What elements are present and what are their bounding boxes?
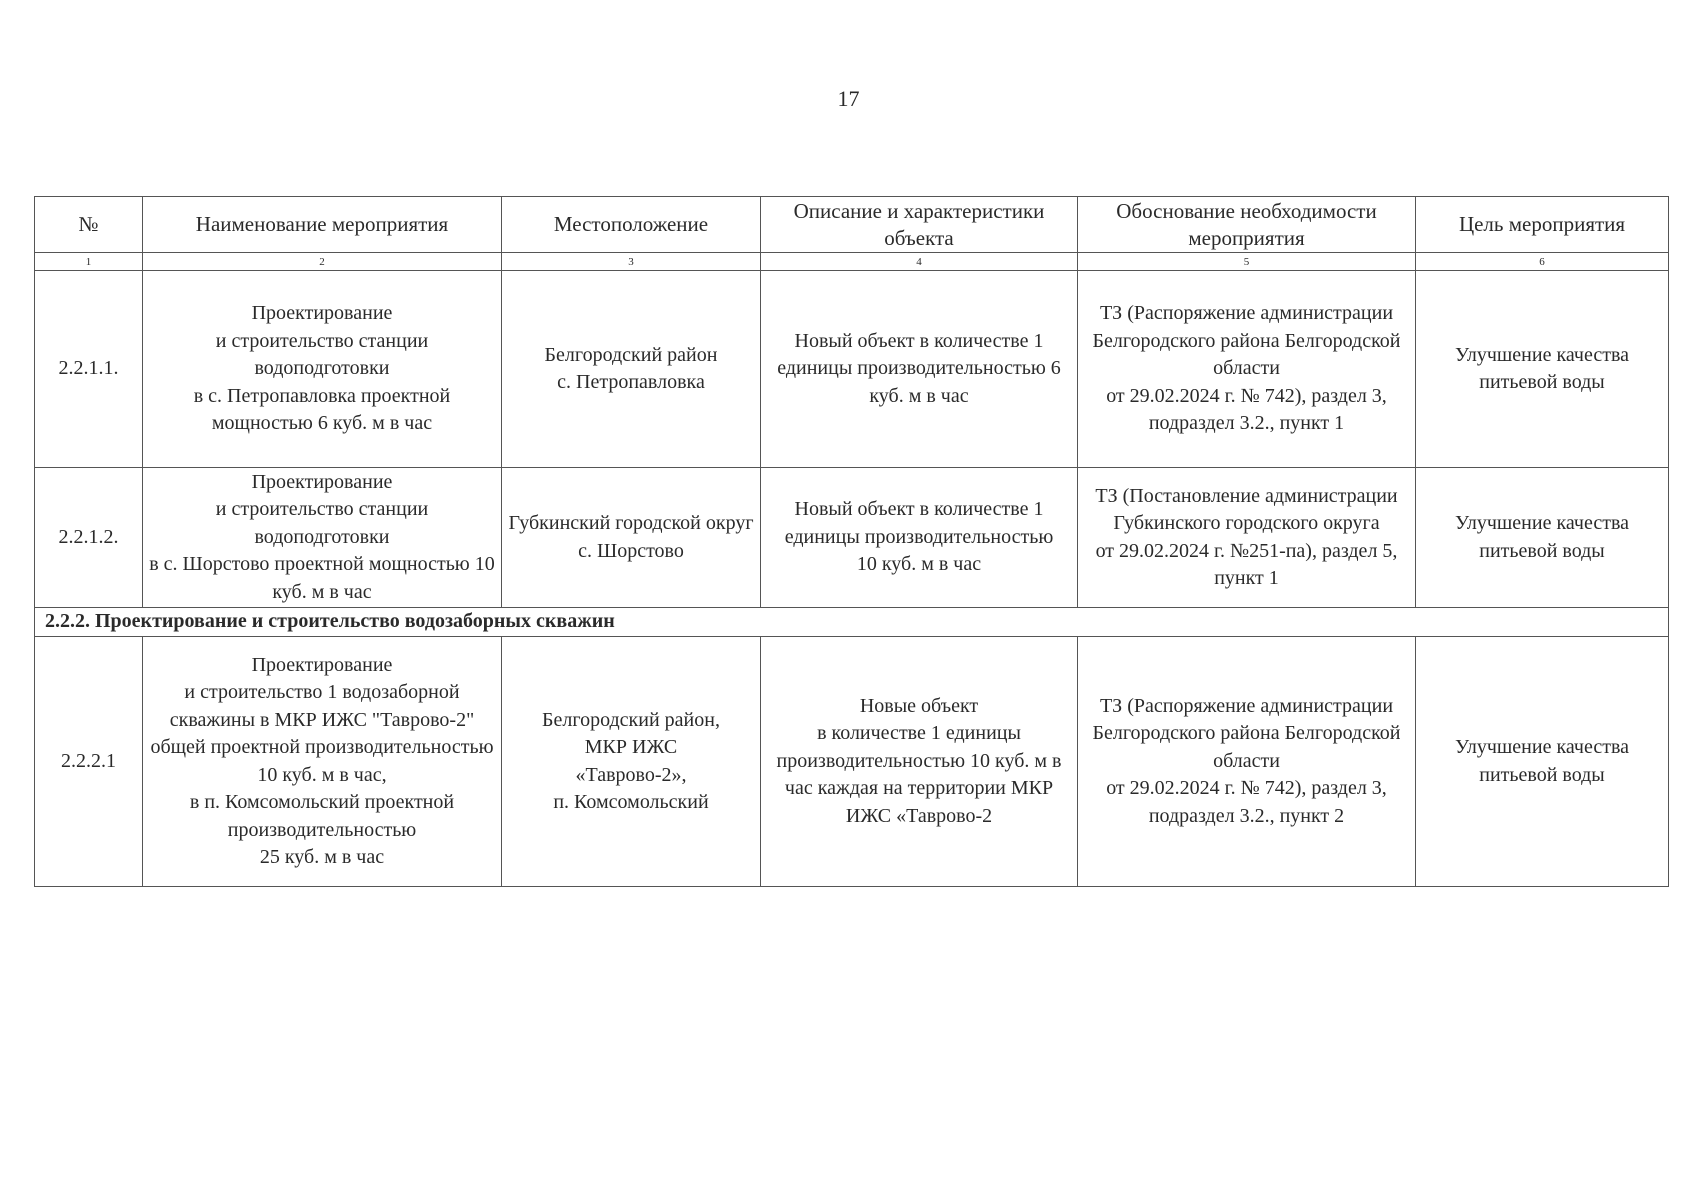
goal: Улучшение качества питьевой воды xyxy=(1416,637,1669,887)
column-number: 5 xyxy=(1078,253,1416,271)
description: Новые объект в количестве 1 единицы производительностью 10 куб. м в час каждая на территории МКР ИЖС «Таврово-2 xyxy=(761,637,1078,887)
header-location: Местоположение xyxy=(502,197,761,253)
goal: Улучшение качества питьевой воды xyxy=(1416,271,1669,468)
header-measure-name: Наименование мероприятия xyxy=(143,197,502,253)
table-row xyxy=(35,637,1669,887)
measure-name: Проектирование и строительство станции водоподготовки в с. Шорстово проектной мощностью 10 куб. м в час xyxy=(143,468,502,608)
header-description: Описание и характеристики объекта xyxy=(761,197,1078,253)
header-goal: Цель мероприятия xyxy=(1416,197,1669,253)
measure-name: Проектирование и строительство станции водоподготовки в с. Петропавловка проектной мощностью 6 куб. м в час xyxy=(143,271,502,468)
page-number: 17 xyxy=(837,86,860,111)
description: Новый объект в количестве 1 единицы производительностью 10 куб. м в час xyxy=(761,468,1078,608)
section-row xyxy=(35,608,1669,637)
row-number: 2.2.2.1 xyxy=(35,637,143,887)
column-number: 6 xyxy=(1416,253,1669,271)
measures-table xyxy=(34,196,1669,887)
location: Белгородский район с. Петропавловка xyxy=(502,271,761,468)
location: Белгородский район, МКР ИЖС «Таврово-2», п. Комсомольский xyxy=(502,637,761,887)
measure-name: Проектирование и строительство 1 водозаборной скважины в МКР ИЖС "Таврово-2" общей проектной производительностью 10 куб. м в час, в п. Комсомольский проектной производительностью 25 куб. м в час xyxy=(143,637,502,887)
column-number: 1 xyxy=(35,253,143,271)
column-number: 3 xyxy=(502,253,761,271)
justification: ТЗ (Постановление администрации Губкинского городского округа от 29.02.2024 г. №251-па), раздел 5, пункт 1 xyxy=(1078,468,1416,608)
table-row xyxy=(35,468,1669,608)
table-row xyxy=(35,271,1669,468)
section-title: 2.2.2. Проектирование и строительство водозаборных скважин xyxy=(35,608,1669,637)
justification: ТЗ (Распоряжение администрации Белгородского района Белгородской области от 29.02.2024 г. № 742), раздел 3, подраздел 3.2., пункт 1 xyxy=(1078,271,1416,468)
location: Губкинский городской округ с. Шорстово xyxy=(502,468,761,608)
column-numbers-row xyxy=(35,253,1669,271)
column-number: 4 xyxy=(761,253,1078,271)
header-justification: Обоснование необходимости мероприятия xyxy=(1078,197,1416,253)
goal: Улучшение качества питьевой воды xyxy=(1416,468,1669,608)
table-header-row xyxy=(35,197,1669,253)
justification: ТЗ (Распоряжение администрации Белгородского района Белгородской области от 29.02.2024 г. № 742), раздел 3, подраздел 3.2., пункт 2 xyxy=(1078,637,1416,887)
row-number: 2.2.1.2. xyxy=(35,468,143,608)
description: Новый объект в количестве 1 единицы производительностью 6 куб. м в час xyxy=(761,271,1078,468)
column-number: 2 xyxy=(143,253,502,271)
header-number: № xyxy=(35,197,143,253)
row-number: 2.2.1.1. xyxy=(35,271,143,468)
